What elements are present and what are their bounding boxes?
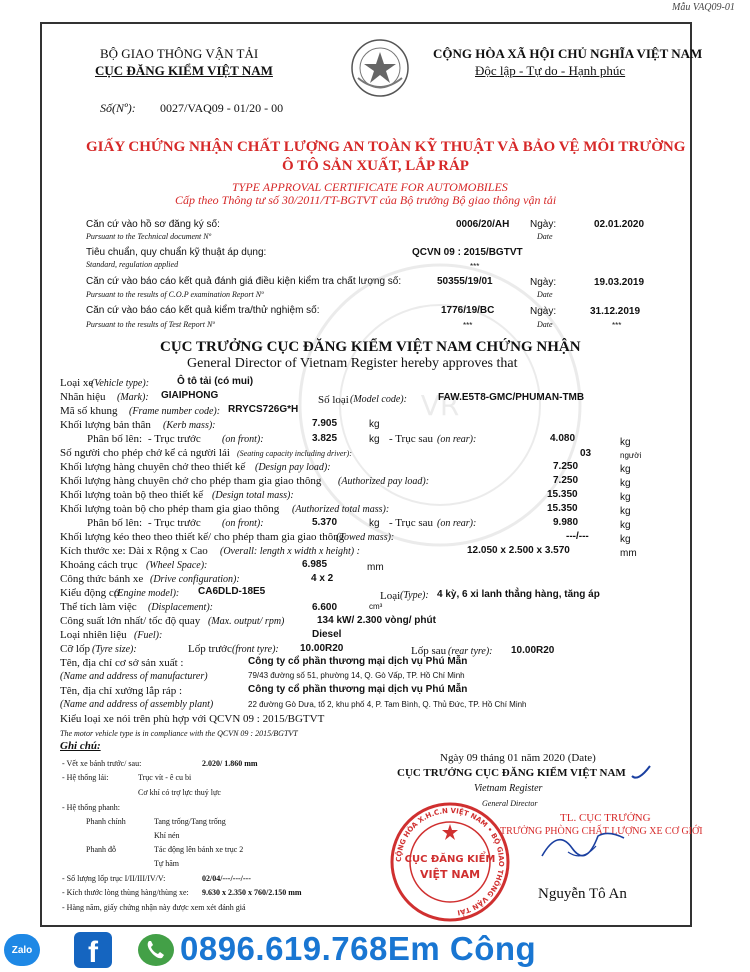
tyre-front-en: (front tyre): (232, 644, 279, 655)
stamp-line2: TRƯỞNG PHÒNG CHẤT LƯỢNG XE CƠ GIỚI (500, 826, 703, 837)
dist-label-1: Phân bố lên: (87, 433, 142, 445)
auth-total-value: 15.350 (547, 503, 578, 514)
dist-label-2: Phân bố lên: (87, 517, 142, 529)
mark-value: GIAIPHONG (161, 390, 219, 401)
towed-unit: kg (620, 534, 631, 545)
signature-date: Ngày 09 tháng 01 năm 2020 (Date) (440, 752, 596, 764)
rear-value-1: 4.080 (550, 433, 576, 444)
auth-total-unit: kg (620, 506, 631, 517)
note-park-brake-value: Tác động lên bánh xe trục 2 (154, 845, 244, 854)
mark-label: Nhãn hiệu (60, 391, 106, 403)
kerb-en: (Kerb mass): (163, 420, 216, 431)
auth-payload-en: (Authorized pay load): (338, 476, 430, 487)
model-en: (Model code): (350, 394, 407, 405)
handwritten-signature-icon (538, 818, 628, 868)
design-total-value: 15.350 (547, 489, 578, 500)
frame-value: RRYCS726G*H (228, 404, 299, 415)
basis-tech-doc-date-en: Date (537, 232, 553, 241)
compliance-en: The motor vehicle type is in compliance with the QCVN 09 : 2015/BGTVT (60, 729, 298, 738)
engine-type-value: 4 kỳ, 6 xi lanh thẳng hàng, tăng áp (437, 589, 600, 600)
basis-standard-value: QCVN 09 : 2015/BGTVT (412, 247, 523, 258)
basis-test-value: 1776/19/BC (441, 305, 495, 316)
note-steering-label: - Hệ thống lái: (62, 773, 109, 782)
front-label-1: - Trục trước (148, 433, 201, 445)
drive-value: 4 x 2 (311, 573, 334, 584)
frame-label: Mã số khung (60, 405, 118, 417)
basis-tech-doc-date-label: Ngày: (530, 219, 557, 230)
displacement-unit: cm³ (369, 602, 383, 611)
title-basis: Cấp theo Thông tư số 30/2011/TT-BGTVT của Bộ trưởng Bộ giao thông vận tải (175, 193, 557, 207)
tyre-en: (Tyre size): (92, 644, 137, 655)
rear-label-2: - Trục sau (389, 517, 434, 529)
note-main-brake-value: Tang trống/Tang trống (154, 817, 226, 826)
rear-en-1: (on rear): (437, 434, 477, 445)
note-cargo-value: 9.630 x 2.350 x 760/2.150 mm (202, 888, 302, 897)
number-label: Số(Nº): (100, 101, 136, 115)
engine-type-en: (Type): (400, 590, 429, 601)
towed-en: (Towed mass): (336, 532, 395, 543)
seat-label: Số người cho phép chở kể cả người lái (60, 447, 230, 459)
form-code: Mẫu VAQ09-01 (672, 2, 735, 13)
basis-cop-date: 19.03.2019 (594, 277, 645, 288)
stamp-line1: TL. CỤC TRƯỞNG (560, 812, 651, 824)
agency-name: CỤC ĐĂNG KIỂM VIỆT NAM (95, 63, 273, 78)
power-value: 134 kW/ 2.300 vòng/ phút (317, 615, 436, 626)
fuel-value: Diesel (312, 629, 342, 640)
model-value: FAW.E5T8-GMC/PHUMAN-TMB (438, 392, 585, 403)
basis-cop-date-label: Ngày: (530, 277, 557, 288)
engine-label: Kiểu động cơ (60, 587, 120, 599)
manufacturer-address: 79/43 đường số 51, phường 14, Q. Gò Vấp, TP. Hồ Chí Minh (248, 671, 465, 680)
compliance-vn: Kiểu loại xe nói trên phù hợp với QCVN 09 : 2015/BGTVT (60, 713, 325, 725)
hotline-text[interactable]: 0896.619.768Em Công (180, 930, 537, 967)
title-line1: GIẤY CHỨNG NHẬN CHẤT LƯỢNG AN TOÀN KỸ THUẬT VÀ BẢO VỆ MÔI TRƯỜNG (86, 139, 686, 155)
tyre-rear-en: (rear tyre): (448, 646, 493, 657)
seal-ring-text: CỘNG HÒA X.H.C.N VIỆT NAM • BỘ GIAO THÔNG VẬN TẢI (394, 806, 506, 917)
frame-en: (Frame number code): (129, 406, 221, 417)
note-steering-value: Trục vít - ê cu bi (138, 773, 192, 782)
basis-cop-value: 50355/19/01 (437, 276, 493, 287)
basis-standard-label: Tiêu chuẩn, quy chuẩn kỹ thuật áp dụng: (86, 247, 267, 258)
basis-tech-doc-value: 0006/20/AH (456, 219, 510, 230)
front-unit-1: kg (369, 434, 380, 445)
basis-tech-doc-label: Căn cứ vào hồ sơ đăng ký số: (86, 219, 220, 230)
wheel-label: Khoảng cách trục (60, 559, 138, 571)
displacement-value: 6.600 (312, 602, 338, 613)
basis-standard-en: Standard, regulation applied (86, 260, 179, 269)
auth-total-en: (Authorized total mass): (292, 504, 390, 515)
basis-test-value2: *** (463, 321, 473, 330)
note-cargo-label: - Kích thước lòng thùng hàng/thùng xe: (62, 888, 189, 897)
title-line2: Ô TÔ SẢN XUẤT, LẮP RÁP (282, 158, 469, 174)
zalo-icon[interactable]: Zalo (4, 934, 40, 966)
facebook-icon[interactable]: f (74, 932, 112, 968)
svg-text:VR: VR (420, 389, 460, 422)
design-payload-en: (Design pay load): (255, 462, 331, 473)
approver-en: General Director of Vietnam Register hereby approves that (187, 356, 518, 371)
approver-vn: CỤC TRƯỞNG CỤC ĐĂNG KIỂM VIỆT NAM CHỨNG NHẬN (160, 339, 581, 355)
auth-total-label: Khối lượng toàn bộ cho phép tham gia giao thông (60, 503, 280, 515)
ministry-name: BỘ GIAO THÔNG VẬN TẢI (100, 46, 259, 61)
note-annual-label: - Hàng năm, giấy chứng nhận này được xem xét đánh giá (62, 903, 246, 912)
signature-tick-icon (630, 764, 652, 784)
wheel-value: 6.985 (302, 559, 328, 570)
signature-title-en: Vietnam Register (474, 783, 543, 794)
basis-test-date2: *** (612, 321, 622, 330)
signer-name: Nguyễn Tô An (538, 886, 627, 902)
displacement-label: Thể tích làm việc (60, 601, 137, 613)
note-steering-value2: Cơ khí có trợ lực thuỷ lực (138, 788, 221, 797)
motto: Độc lập - Tự do - Hạnh phúc (475, 63, 626, 78)
front-en-1: (on front): (222, 434, 264, 445)
note-brake-label: - Hệ thống phanh: (62, 803, 120, 812)
title-english: TYPE APPROVAL CERTIFICATE FOR AUTOMOBILES (232, 180, 508, 194)
tyre-rear-label: Lốp sau (411, 645, 447, 657)
front-en-2: (on front): (222, 518, 264, 529)
design-total-en: (Design total mass): (212, 490, 294, 501)
signature-title: CỤC TRƯỞNG CỤC ĐĂNG KIỂM VIỆT NAM (397, 767, 626, 779)
notes-title: Ghi chú: (60, 740, 101, 752)
official-seal-icon (388, 800, 512, 924)
model-label: Số loại (318, 394, 349, 406)
rear-label-1: - Trục sau (389, 433, 434, 445)
engine-type-label: Loại (380, 590, 401, 602)
basis-cop-en: Pursuant to the results of C.O.P examination Report Nº (86, 290, 264, 299)
design-total-label: Khối lượng toàn bộ theo thiết kế (60, 489, 204, 501)
auth-payload-label: Khối lượng hàng chuyên chở cho phép tham gia giao thông (60, 475, 322, 487)
drive-label: Công thức bánh xe (60, 573, 144, 585)
manufacturer-name: Công ty cổ phần thương mại dịch vụ Phú Mẫn (248, 656, 468, 667)
manufacturer-label: Tên, địa chỉ cơ sở sản xuất : (60, 657, 184, 669)
auth-payload-unit: kg (620, 478, 631, 489)
power-en: (Max. output/ rpm) (208, 616, 285, 627)
tyre-front-value: 10.00R20 (300, 643, 344, 654)
power-label: Công suất lớn nhất/ tốc độ quay (60, 615, 201, 627)
basis-tech-doc-date: 02.01.2020 (594, 219, 645, 230)
seal-center-line2: VIỆT NAM (419, 868, 481, 881)
plant-name: Công ty cổ phần thương mại dịch vụ Phú Mẫn (248, 684, 468, 695)
manufacturer-en: (Name and address of manufacturer) (60, 671, 208, 682)
design-total-unit: kg (620, 492, 631, 503)
vehicle-type-value: Ô tô tải (có mui) (177, 376, 254, 387)
basis-test-date: 31.12.2019 (590, 306, 641, 317)
fuel-en: (Fuel): (134, 630, 163, 641)
basis-cop-date-en: Date (537, 290, 553, 299)
wheel-unit: mm (367, 562, 384, 573)
engine-value: CA6DLD-18E5 (198, 586, 266, 597)
basis-cop-label: Căn cứ vào báo cáo kết quả đánh giá điều kiện kiểm tra chất lượng số: (86, 276, 402, 287)
national-emblem-icon (350, 38, 410, 98)
towed-label: Khối lượng kéo theo theo thiết kế/ cho phép tham gia giao thông (60, 531, 345, 543)
seat-en: (Seating capacity including driver): (237, 449, 352, 458)
design-payload-label: Khối lượng hàng chuyên chở theo thiết kế (60, 461, 246, 473)
signature-role-en: General Director (482, 799, 538, 808)
tyre-rear-value: 10.00R20 (511, 645, 555, 656)
seat-unit: người (620, 451, 642, 460)
vehicle-type-en: (Vehicle type): (91, 378, 150, 389)
dims-en: (Overall: length x width x height) : (220, 546, 360, 557)
fuel-label: Loại nhiên liệu (60, 629, 127, 641)
vehicle-type-label: Loại xe (60, 377, 94, 389)
basis-tech-doc-en: Pursuant to the Technical document Nº (86, 232, 212, 241)
basis-test-label: Căn cứ vào báo cáo kết quả kiểm tra/thử nghiệm số: (86, 305, 320, 316)
note-track-value: 2.020/ 1.860 mm (202, 759, 258, 768)
number-value: 0027/VAQ09 - 01/20 - 00 (160, 101, 284, 115)
design-payload-value: 7.250 (553, 461, 579, 472)
engine-en: (Engine model): (114, 588, 180, 599)
plant-label: Tên, địa chỉ xưởng lắp ráp : (60, 685, 183, 697)
basis-standard-value2: *** (470, 262, 480, 271)
rear-value-2: 9.980 (553, 517, 579, 528)
front-value-2: 5.370 (312, 517, 338, 528)
front-value-1: 3.825 (312, 433, 338, 444)
auth-payload-value: 7.250 (553, 475, 579, 486)
mark-en: (Mark): (117, 392, 149, 403)
kerb-label: Khối lượng bản thân (60, 419, 151, 431)
front-label-2: - Trục trước (148, 517, 201, 529)
basis-test-en: Pursuant to the results of Test Report Nº (86, 320, 215, 329)
wheel-en: (Wheel Space): (146, 560, 208, 571)
basis-test-date-label: Ngày: (530, 306, 557, 317)
tyre-label: Cỡ lốp (60, 643, 90, 655)
towed-value: ---/--- (566, 531, 589, 542)
dims-unit: mm (620, 548, 637, 559)
plant-en: (Name and address of assembly plant) (60, 699, 214, 710)
country-name: CỘNG HÒA XÃ HỘI CHỦ NGHĨA VIỆT NAM (433, 46, 703, 61)
note-tyre-count-label: - Số lượng lốp trục I/II/III/IV/V: (62, 874, 166, 883)
plant-address: 22 đường Gò Dưa, tổ 2, khu phố 4, P. Tam Bình, Q. Thủ Đức, TP. Hồ Chí Minh (248, 700, 527, 709)
kerb-value: 7.905 (312, 418, 338, 429)
note-main-brake-label: Phanh chính (86, 817, 126, 826)
displacement-en: (Displacement): (148, 602, 213, 613)
tyre-front-label: Lốp trước (188, 643, 232, 655)
dims-value: 12.050 x 2.500 x 3.570 (467, 545, 570, 556)
note-main-brake-value2: Khí nén (154, 831, 180, 840)
rear-en-2: (on rear): (437, 518, 477, 529)
phone-icon[interactable] (138, 934, 174, 966)
note-track-label: - Vết xe bánh trước/ sau: (62, 759, 142, 768)
design-payload-unit: kg (620, 464, 631, 475)
note-tyre-count-value: 02/04/---/---/--- (202, 874, 251, 883)
seat-value: 03 (580, 448, 592, 459)
basis-test-date-en: Date (537, 320, 553, 329)
dims-label: Kích thước xe: Dài x Rộng x Cao (60, 545, 208, 557)
note-park-brake-label: Phanh đỗ (86, 845, 116, 854)
seal-center-line1: CỤC ĐĂNG KIỂM (404, 854, 496, 865)
drive-en: (Drive configuration): (150, 574, 240, 585)
rear-unit-1: kg (620, 437, 631, 448)
note-park-brake-value2: Tự hãm (154, 859, 179, 868)
front-unit-2: kg (369, 518, 380, 529)
kerb-unit: kg (369, 419, 380, 430)
rear-unit-2: kg (620, 520, 631, 531)
